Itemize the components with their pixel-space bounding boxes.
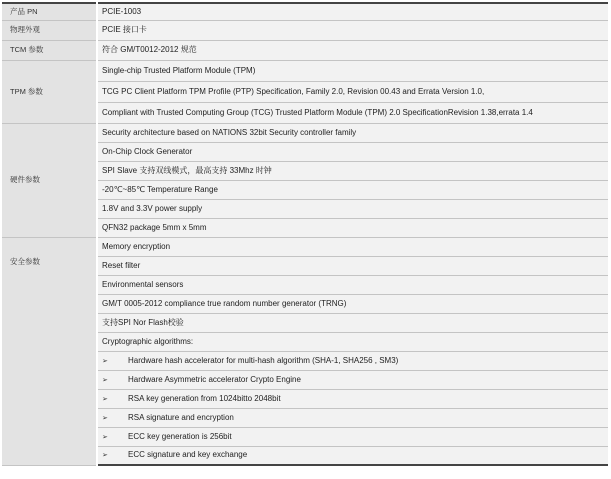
table-row: [2, 237, 608, 256]
bullet-arrow-icon: ➢: [102, 376, 108, 384]
value-hw-4: -20℃~85℃ Temperature Range: [97, 180, 608, 199]
value-appearance: PCIE 接口卡: [97, 20, 608, 40]
bullet-text: ECC signature and key exchange: [128, 450, 248, 460]
bullet-item: [97, 427, 608, 446]
row-label-hardware: 硬件参数: [2, 123, 97, 237]
bullet-text: RSA signature and encryption: [128, 412, 234, 422]
value-tpm-3: Compliant with Trusted Computing Group (TCG) Trusted Platform Module (TPM) 2.0 SpecificationRevision 1.38,errata 1.4: [97, 102, 608, 123]
bullet-text: Hardware hash accelerator for multi-hash algorithm (SHA-1, SHA256 , SM3): [128, 355, 399, 365]
value-tpm-1: Single-chip Trusted Platform Module (TPM): [97, 60, 608, 81]
value-sec-2: Reset filter: [97, 256, 608, 275]
row-label-appearance: 物理外观: [2, 20, 97, 40]
bullet-text: Hardware Asymmetric accelerator Crypto Engine: [128, 374, 301, 384]
value-tcm: 符合 GM/T0012-2012 规范: [97, 40, 608, 60]
bullet-item: [97, 351, 608, 370]
value-sec-6: Cryptographic algorithms:: [97, 332, 608, 351]
bullet-item: [97, 446, 608, 465]
bullet-item: [97, 408, 608, 427]
bullet-item: [97, 389, 608, 408]
bullet-text: RSA key generation from 1024bitto 2048bit: [128, 393, 281, 403]
bullet-arrow-icon: ➢: [102, 395, 108, 403]
value-sec-3: Environmental sensors: [97, 275, 608, 294]
value-hw-5: 1.8V and 3.3V power supply: [97, 199, 608, 218]
row-label-tcm: TCM 参数: [2, 40, 97, 60]
value-hw-2: On-Chip Clock Generator: [97, 142, 608, 161]
table-row: [2, 60, 608, 81]
value-sec-5: 支持SPI Nor Flash校验: [97, 313, 608, 332]
value-sec-4: GM/T 0005-2012 compliance true random number generator (TRNG): [97, 294, 608, 313]
bullet-arrow-icon: ➢: [102, 433, 108, 441]
row-label-security: 安全参数: [2, 237, 97, 465]
bullet-item: [97, 370, 608, 389]
table-row: [2, 123, 608, 142]
value-hw-3: SPI Slave 支持双线模式，最高支持 33Mhz 时钟: [97, 161, 608, 180]
spec-table: [2, 2, 608, 466]
value-hw-1: Security architecture based on NATIONS 32bit Security controller family: [97, 123, 608, 142]
table-row: [2, 40, 608, 60]
row-label-tpm: TPM 参数: [2, 60, 97, 123]
bullet-text: ECC key generation is 256bit: [128, 431, 232, 441]
value-hw-6: QFN32 package 5mm x 5mm: [97, 218, 608, 237]
value-sec-1: Memory encryption: [97, 237, 608, 256]
value-pn: PCIE-1003: [97, 3, 608, 20]
row-label-pn: 产品 PN: [2, 3, 97, 20]
bullet-arrow-icon: ➢: [102, 414, 108, 422]
bullet-arrow-icon: ➢: [102, 357, 108, 365]
value-tpm-2: TCG PC Client Platform TPM Profile (PTP) Specification, Family 2.0, Revision 00.43 and Errata Version 1.0,: [97, 81, 608, 102]
bullet-arrow-icon: ➢: [102, 452, 108, 460]
table-row: [2, 3, 608, 20]
table-row: [2, 20, 608, 40]
